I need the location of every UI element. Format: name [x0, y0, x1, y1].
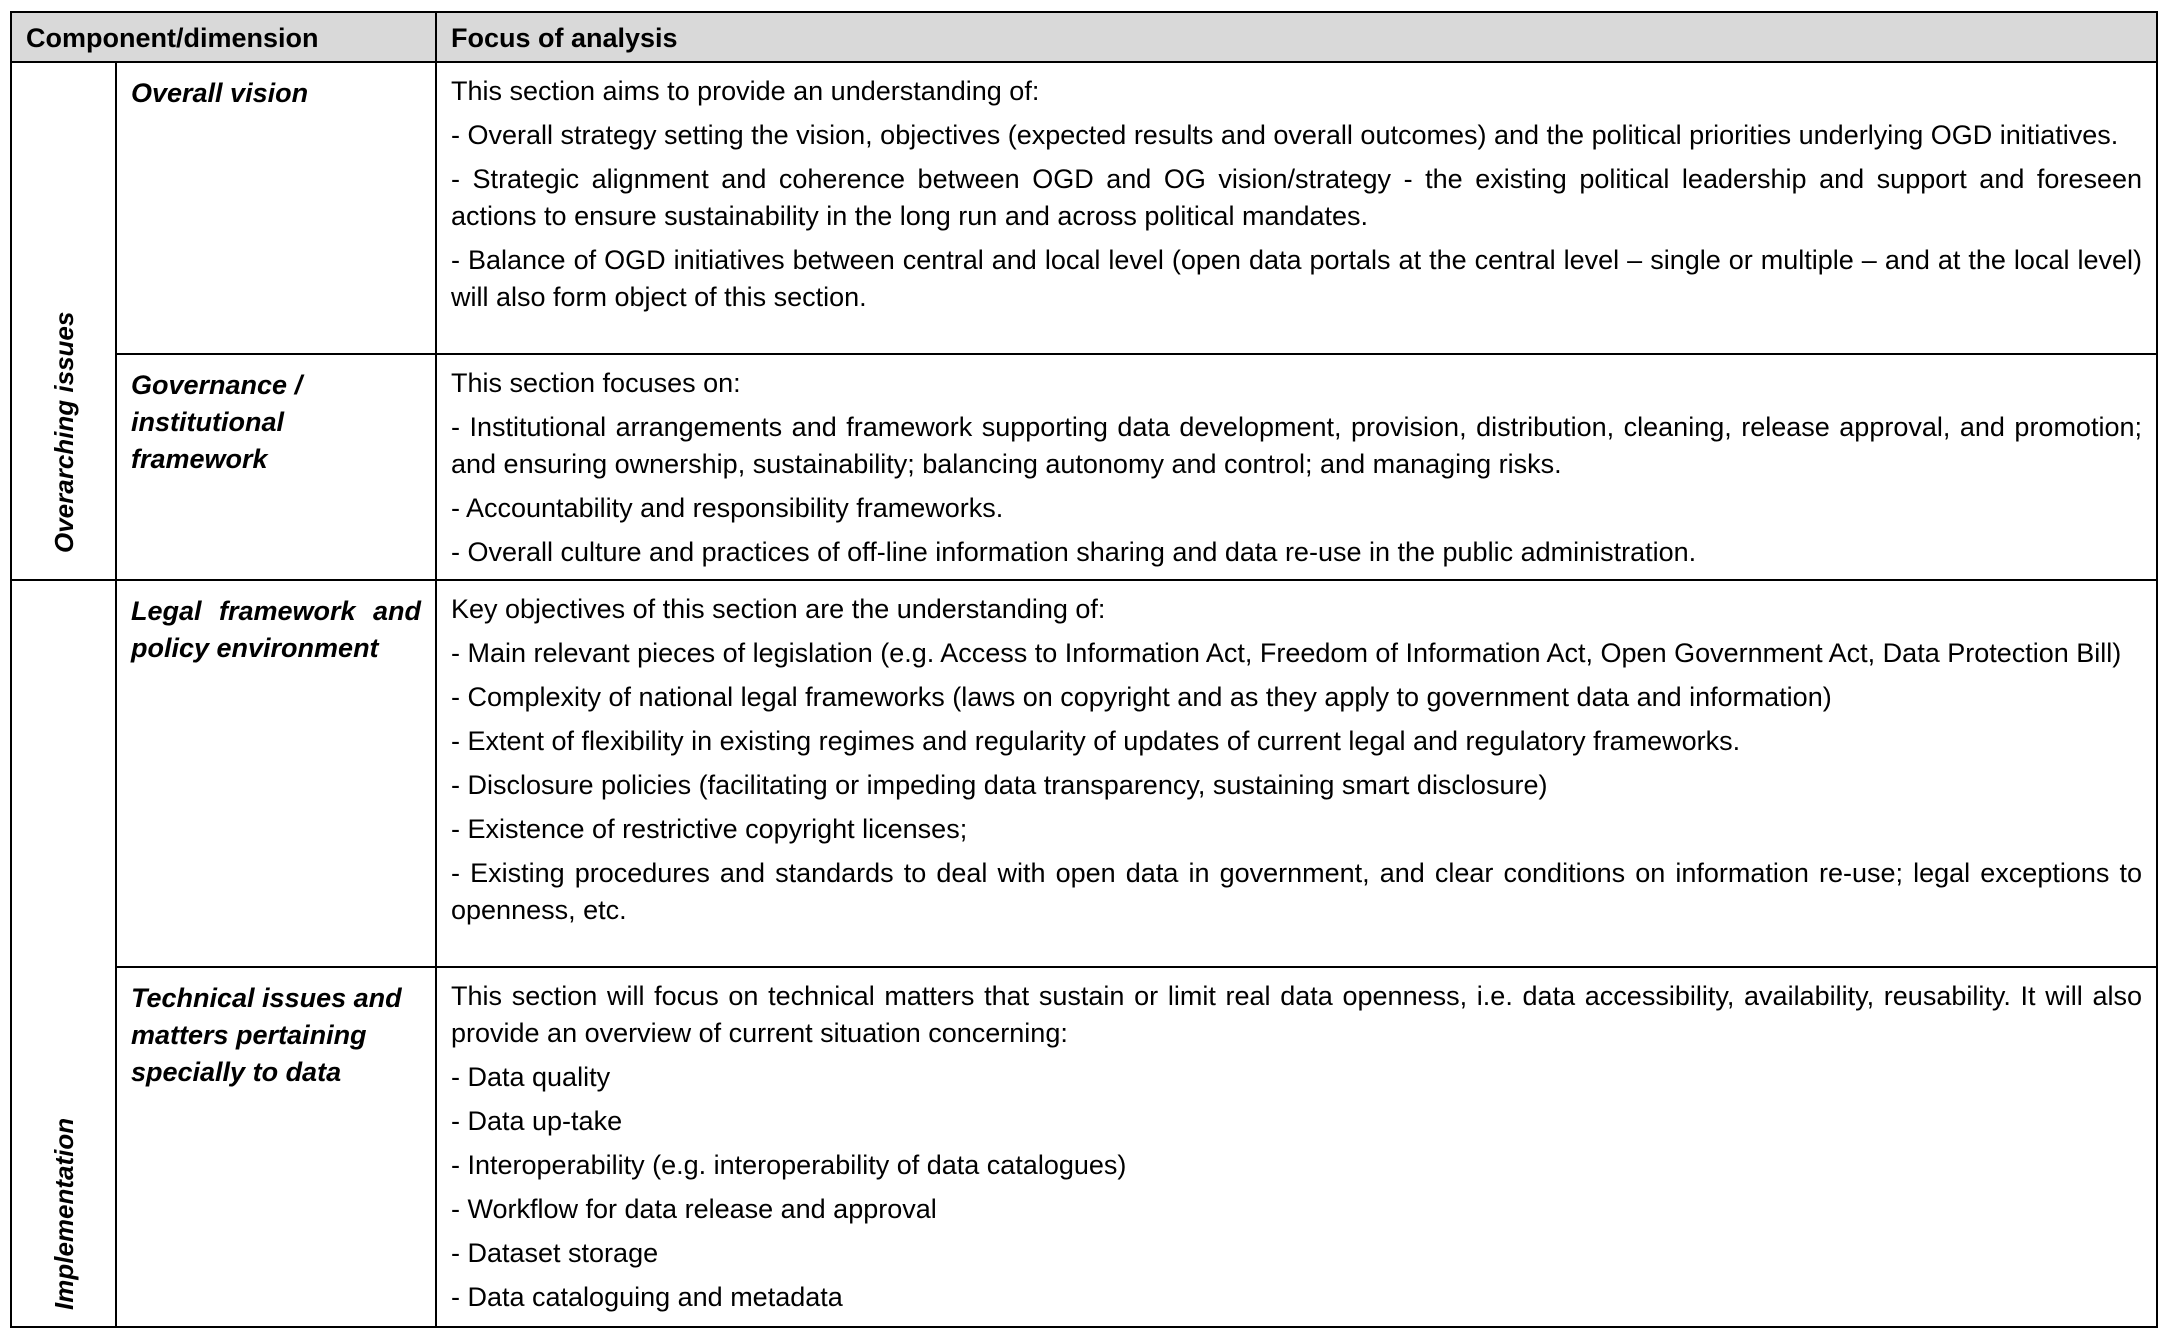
table-row — [11, 580, 2157, 967]
group-cell-implementation — [11, 580, 116, 1327]
focus-text: - Data quality — [451, 1062, 611, 1092]
focus-text: - Complexity of national legal frameworks (laws on copyright and as they apply to government data and information) — [451, 682, 1832, 712]
dimension-overall-vision: Overall vision — [116, 62, 436, 354]
focus-text: - Workflow for data release and approval — [451, 1194, 937, 1224]
group-cell-overarching — [11, 62, 116, 580]
focus-text: - Overall culture and practices of off-line information sharing and data re-use in the public administration. — [451, 537, 1697, 567]
focus-text: - Overall strategy setting the vision, objectives (expected results and overall outcomes) and the political priorities underlying OGD initiatives. — [451, 120, 2119, 150]
table-header-row — [11, 12, 2157, 62]
focus-text: - Extent of flexibility in existing regimes and regularity of updates of current legal and regulatory frameworks. — [451, 726, 1741, 756]
focus-text: - Disclosure policies (facilitating or impeding data transparency, sustaining smart disclosure) — [451, 770, 1548, 800]
focus-text: - Dataset storage — [451, 1238, 659, 1268]
table-row — [11, 62, 2157, 354]
focus-text: - Accountability and responsibility frameworks. — [451, 493, 1004, 523]
group-label-overarching: Overarching issues — [48, 311, 79, 553]
focus-text: - Strategic alignment and coherence between OGD and OG vision/strategy - the existing political leadership and support and foreseen actions to ensure sustainability in the long run and across political mandates. — [451, 164, 2142, 231]
focus-text: This section will focus on technical matters that sustain or limit real data openness, i.e. data accessibility, availability, reusability. It will also provide an overview of current situation concerning: — [451, 981, 2142, 1048]
focus-text: - Main relevant pieces of legislation (e.g. Access to Information Act, Freedom of Information Act, Open Government Act, Data Protection Bill) — [451, 638, 2122, 668]
focus-text: This section aims to provide an understanding of: — [451, 76, 1040, 106]
dimension-governance: Governance / institutional framework — [116, 354, 436, 580]
component-analysis-table — [10, 11, 2158, 1328]
focus-text: - Data up-take — [451, 1106, 623, 1136]
focus-text: - Interoperability (e.g. interoperability of data catalogues) — [451, 1150, 1127, 1180]
focus-legal-framework — [436, 580, 2157, 967]
table-row — [11, 967, 2157, 1327]
header-component-dimension: Component/dimension — [11, 12, 436, 62]
focus-text: This section focuses on: — [451, 368, 741, 398]
group-label-implementation: Implementation — [48, 1117, 79, 1310]
dimension-technical-issues: Technical issues and matters pertaining specially to data — [116, 967, 436, 1327]
focus-text: - Balance of OGD initiatives between central and local level (open data portals at the central level – single or multiple – and at the local level) will also form object of this section. — [451, 245, 2142, 312]
focus-text: - Institutional arrangements and framework supporting data development, provision, distribution, cleaning, release approval, and promotion; and ensuring ownership, sustainability; balancing autonomy and control; and managing risks. — [451, 412, 2142, 479]
focus-overall-vision — [436, 62, 2157, 354]
focus-text: - Existence of restrictive copyright licenses; — [451, 814, 968, 844]
focus-text: Key objectives of this section are the understanding of: — [451, 594, 1106, 624]
focus-text: - Data cataloguing and metadata — [451, 1282, 843, 1312]
table-row — [11, 354, 2157, 580]
dimension-legal-framework: Legal framework and policy environment — [116, 580, 436, 967]
focus-governance — [436, 354, 2157, 580]
focus-technical-issues — [436, 967, 2157, 1327]
focus-text: - Existing procedures and standards to deal with open data in government, and clear conditions on information re-use; legal exceptions to openness, etc. — [451, 858, 2142, 925]
header-focus-of-analysis: Focus of analysis — [436, 12, 2157, 62]
